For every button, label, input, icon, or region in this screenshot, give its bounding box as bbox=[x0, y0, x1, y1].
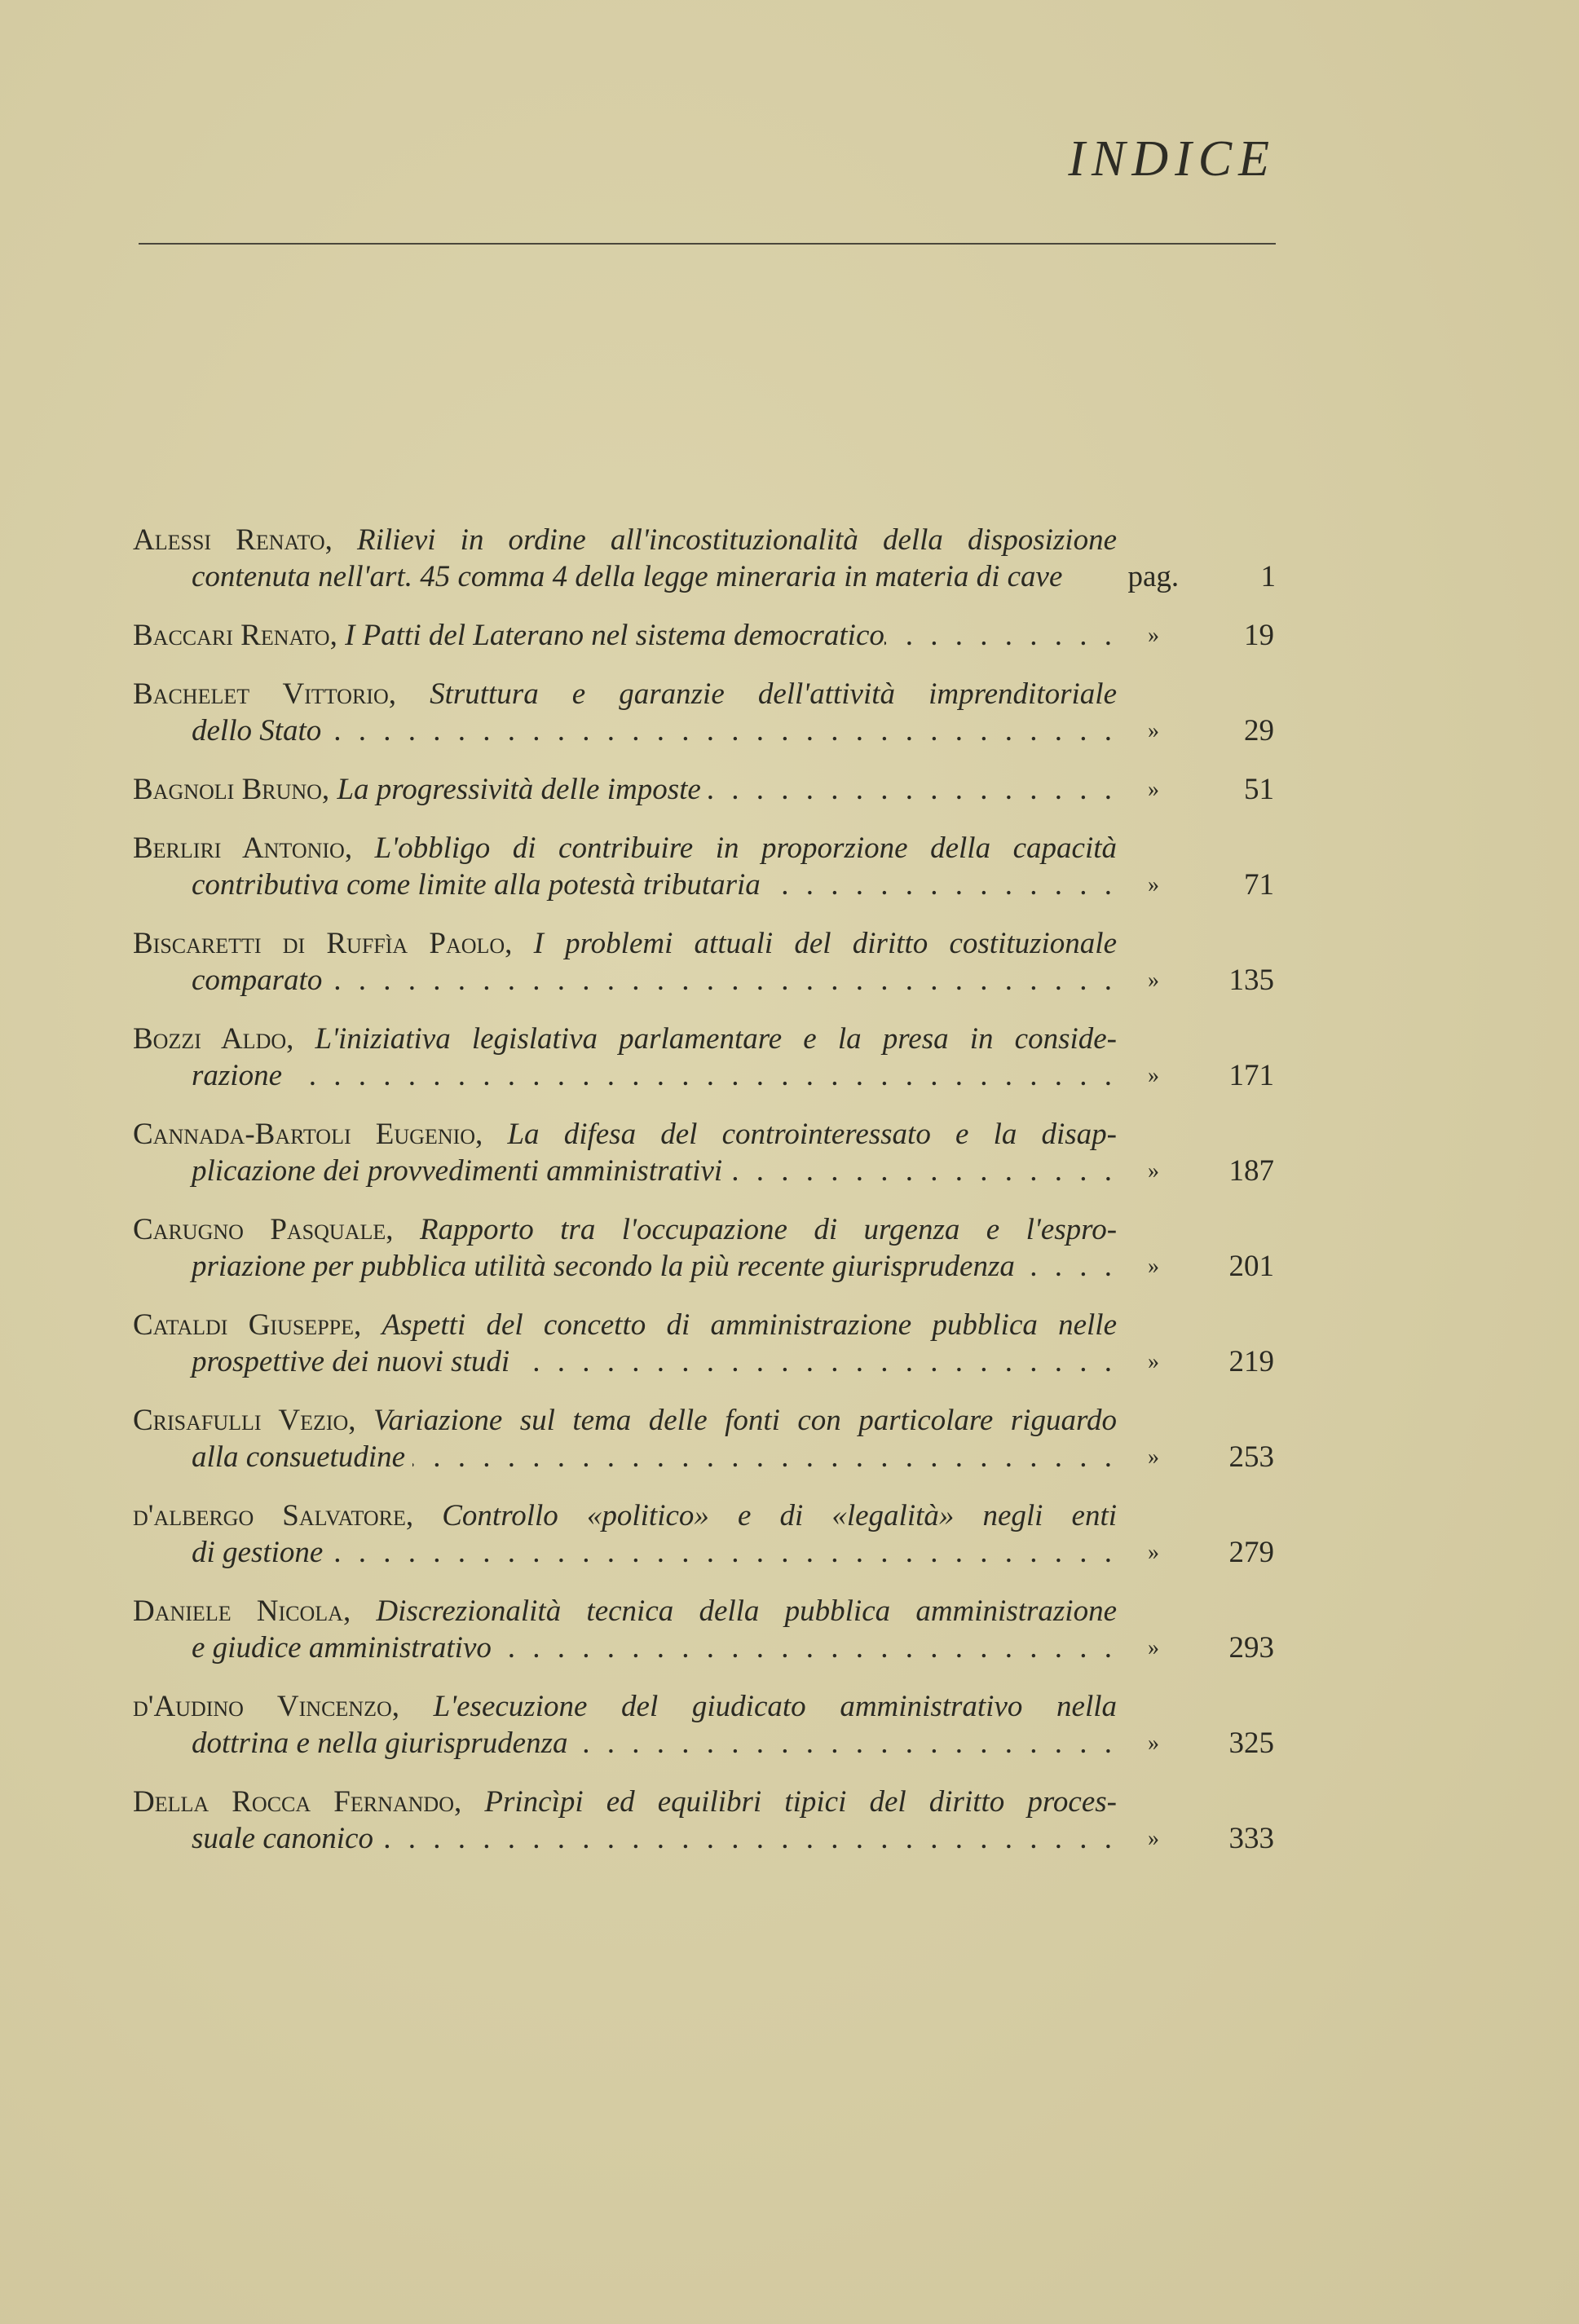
entry-author: Alessi Renato, bbox=[133, 523, 333, 557]
toc-entry bbox=[133, 1307, 1276, 1380]
entry-line bbox=[133, 771, 1276, 808]
entry-title-part-1: L'esecuzione del giudicato amministrativo nella bbox=[433, 1690, 1117, 1723]
toc-entry bbox=[133, 1688, 1276, 1762]
entry-author: Baccari Renato, bbox=[133, 619, 337, 652]
entry-title-part-1: Variazione sul tema delle fonti con particolare riguardo bbox=[373, 1404, 1117, 1437]
page-number: 171 bbox=[1228, 1059, 1274, 1092]
entry-title-part-2: plicazione dei provvedimenti amministrativi bbox=[192, 1154, 723, 1188]
entry-line-2 bbox=[133, 1057, 1276, 1094]
page-marker: » bbox=[1148, 1349, 1159, 1374]
page-number: 279 bbox=[1228, 1536, 1274, 1569]
table-of-contents bbox=[133, 522, 1276, 1879]
toc-entry bbox=[133, 676, 1276, 749]
entry-title-part-2: priazione per pubblica utilità secondo la più recente giurisprudenza bbox=[192, 1250, 1015, 1283]
page-number: 201 bbox=[1228, 1250, 1274, 1283]
dot-leader bbox=[576, 1725, 1117, 1762]
entry-title-part-2: contenuta nell'art. 45 comma 4 della legge mineraria in materia di cave bbox=[192, 560, 1063, 593]
entry-title-part-1: L'iniziativa legislativa parlamentare e la presa in conside- bbox=[315, 1022, 1117, 1056]
entry-body bbox=[133, 771, 1117, 808]
entry-line-1 bbox=[133, 1784, 1117, 1820]
entry-body bbox=[192, 558, 1114, 595]
entry-body bbox=[192, 712, 1117, 749]
entry-line-1 bbox=[133, 925, 1117, 962]
entry-title-part-2: comparato bbox=[192, 964, 323, 997]
page-marker: » bbox=[1148, 1635, 1159, 1660]
entry-line-1 bbox=[133, 676, 1117, 712]
page-number: 29 bbox=[1244, 714, 1274, 747]
dot-leader bbox=[412, 1439, 1117, 1475]
entry-body bbox=[192, 1534, 1117, 1571]
page-marker: » bbox=[1148, 1731, 1159, 1756]
dot-leader bbox=[289, 1057, 1117, 1094]
toc-entry bbox=[133, 617, 1276, 654]
page-number: 293 bbox=[1228, 1631, 1274, 1665]
entry-line-2 bbox=[133, 1820, 1276, 1857]
entry-body bbox=[192, 1725, 1117, 1762]
dot-leader bbox=[381, 1820, 1117, 1857]
entry-line-1 bbox=[133, 1593, 1117, 1629]
entry-line-1 bbox=[133, 1021, 1117, 1057]
entry-title: La progressività delle imposte bbox=[337, 773, 701, 806]
entry-title-part-2: contributiva come limite alla potestà tributaria bbox=[192, 868, 761, 902]
entry-line-2 bbox=[133, 1248, 1276, 1285]
toc-entry bbox=[133, 1211, 1276, 1285]
dot-leader bbox=[329, 712, 1117, 749]
entry-title-part-1: Struttura e garanzie dell'attività imprenditoriale bbox=[430, 677, 1117, 711]
dot-leader bbox=[1022, 1248, 1117, 1285]
entry-body bbox=[192, 962, 1117, 999]
entry-title-part-1: L'obbligo di contribuire in proporzione della capacità bbox=[374, 831, 1117, 865]
dot-leader bbox=[768, 867, 1117, 903]
entry-title-part-1: Rapporto tra l'occupazione di urgenza e l'espro- bbox=[419, 1213, 1117, 1246]
page-number: 51 bbox=[1244, 773, 1274, 806]
entry-line-1 bbox=[133, 1116, 1117, 1153]
toc-entry bbox=[133, 1402, 1276, 1475]
entry-author: Daniele Nicola, bbox=[133, 1594, 351, 1628]
entry-line-1 bbox=[133, 1307, 1117, 1343]
page-marker: » bbox=[1148, 777, 1159, 802]
entry-author: Berliri Antonio, bbox=[133, 831, 353, 865]
entry-line-2 bbox=[133, 1439, 1276, 1475]
toc-entry bbox=[133, 522, 1276, 595]
entry-title-part-2: di gestione bbox=[192, 1536, 324, 1569]
entry-author: Bagnoli Bruno, bbox=[133, 773, 330, 806]
entry-body bbox=[192, 1439, 1117, 1475]
toc-entry bbox=[133, 771, 1276, 808]
entry-line-2 bbox=[133, 558, 1276, 595]
entry-line-2 bbox=[133, 1153, 1276, 1189]
toc-entry bbox=[133, 1497, 1276, 1571]
page-marker: » bbox=[1148, 1444, 1159, 1470]
entry-body bbox=[192, 1153, 1117, 1189]
entry-title: I Patti del Laterano nel sistema democratico bbox=[345, 619, 884, 652]
entry-line-1 bbox=[133, 1688, 1117, 1725]
toc-entry bbox=[133, 1116, 1276, 1189]
page-number: 135 bbox=[1228, 964, 1274, 997]
toc-entry bbox=[133, 1784, 1276, 1857]
entry-body bbox=[192, 1820, 1117, 1857]
dot-leader bbox=[701, 771, 1117, 808]
page-marker: » bbox=[1148, 872, 1159, 897]
entry-line-1 bbox=[133, 1497, 1117, 1534]
entry-author: Bozzi Aldo, bbox=[133, 1022, 294, 1056]
entry-author: Cataldi Giuseppe, bbox=[133, 1308, 362, 1342]
page-marker: » bbox=[1148, 1540, 1159, 1565]
page-number: 333 bbox=[1228, 1822, 1274, 1855]
dot-leader bbox=[330, 962, 1117, 999]
page-number: 325 bbox=[1228, 1726, 1274, 1760]
entry-author: Crisafulli Vezio, bbox=[133, 1404, 356, 1437]
entry-body bbox=[192, 1057, 1117, 1094]
entry-title-part-1: La difesa del controinteressato e la disap- bbox=[507, 1118, 1117, 1151]
page-number: 1 bbox=[1260, 560, 1276, 593]
entry-title-part-1: Discrezionalità tecnica della pubblica amministrazione bbox=[376, 1594, 1117, 1628]
page-marker: » bbox=[1148, 718, 1159, 743]
entry-title-part-2: dottrina e nella giurisprudenza bbox=[192, 1726, 568, 1760]
page-marker: pag. bbox=[1127, 560, 1180, 593]
entry-line bbox=[133, 617, 1276, 654]
toc-entry bbox=[133, 925, 1276, 999]
page-number: 19 bbox=[1244, 619, 1274, 652]
entry-title-part-2: alla consuetudine bbox=[192, 1440, 406, 1474]
entry-line-2 bbox=[133, 1629, 1276, 1666]
entry-line-1 bbox=[133, 1402, 1117, 1439]
dot-leader bbox=[331, 1534, 1117, 1571]
entry-line-2 bbox=[133, 712, 1276, 749]
entry-title-part-1: Rilievi in ordine all'incostituzionalità della disposizione bbox=[356, 523, 1117, 557]
dot-leader bbox=[517, 1343, 1117, 1380]
entry-title-part-2: dello Stato bbox=[192, 714, 322, 747]
page-marker: » bbox=[1148, 623, 1159, 648]
entry-line-2 bbox=[133, 1534, 1276, 1571]
toc-entry bbox=[133, 830, 1276, 903]
entry-title-part-2: suale canonico bbox=[192, 1822, 373, 1855]
entry-line-1 bbox=[133, 522, 1117, 558]
page-number: 219 bbox=[1228, 1345, 1274, 1378]
entry-body bbox=[192, 1343, 1117, 1380]
toc-entry bbox=[133, 1021, 1276, 1094]
entry-title-part-2: razione bbox=[192, 1059, 282, 1092]
page-number: 187 bbox=[1228, 1154, 1274, 1188]
entry-line-2 bbox=[133, 1725, 1276, 1762]
page-number: 71 bbox=[1244, 868, 1274, 902]
entry-body bbox=[192, 1629, 1117, 1666]
entry-line-1 bbox=[133, 1211, 1117, 1248]
entry-title-part-2: e giudice amministrativo bbox=[192, 1631, 492, 1665]
dot-leader bbox=[884, 617, 1117, 654]
entry-author: Cannada-Bartoli Eugenio, bbox=[133, 1118, 483, 1151]
entry-line-2 bbox=[133, 962, 1276, 999]
page-marker: » bbox=[1148, 968, 1159, 993]
page-marker: » bbox=[1148, 1254, 1159, 1279]
dot-leader bbox=[499, 1629, 1117, 1666]
entry-title-part-2: prospettive dei nuovi studi bbox=[192, 1345, 510, 1378]
entry-line-1 bbox=[133, 830, 1117, 867]
entry-title-part-1: Princìpi ed equilibri tipici del diritto proces- bbox=[484, 1785, 1117, 1819]
entry-body bbox=[192, 1248, 1117, 1285]
entry-author: Bachelet Vittorio, bbox=[133, 677, 396, 711]
entry-author: d'Audino Vincenzo, bbox=[133, 1690, 399, 1723]
entry-author: Della Rocca Fernando, bbox=[133, 1785, 462, 1819]
page-marker: » bbox=[1148, 1063, 1159, 1088]
entry-title-part-1: Controllo «politico» e di «legalità» negli enti bbox=[442, 1499, 1117, 1532]
entry-line-2 bbox=[133, 1343, 1276, 1380]
entry-author: Biscaretti di Ruffìa Paolo, bbox=[133, 927, 513, 960]
page-title: INDICE bbox=[1068, 131, 1276, 187]
entry-title-part-1: Aspetti del concetto di amministrazione pubblica nelle bbox=[382, 1308, 1117, 1342]
title-rule-divider bbox=[139, 243, 1276, 245]
entry-author: d'albergo Salvatore, bbox=[133, 1499, 414, 1532]
page-marker: » bbox=[1148, 1826, 1159, 1851]
entry-author: Carugno Pasquale, bbox=[133, 1213, 394, 1246]
entry-body bbox=[192, 867, 1117, 903]
entry-line-2 bbox=[133, 867, 1276, 903]
entry-body bbox=[133, 617, 1117, 654]
toc-entry bbox=[133, 1593, 1276, 1666]
page-marker: » bbox=[1148, 1158, 1159, 1184]
entry-title-part-1: I problemi attuali del diritto costituzionale bbox=[533, 927, 1117, 960]
dot-leader bbox=[730, 1153, 1117, 1189]
page-number: 253 bbox=[1228, 1440, 1274, 1474]
